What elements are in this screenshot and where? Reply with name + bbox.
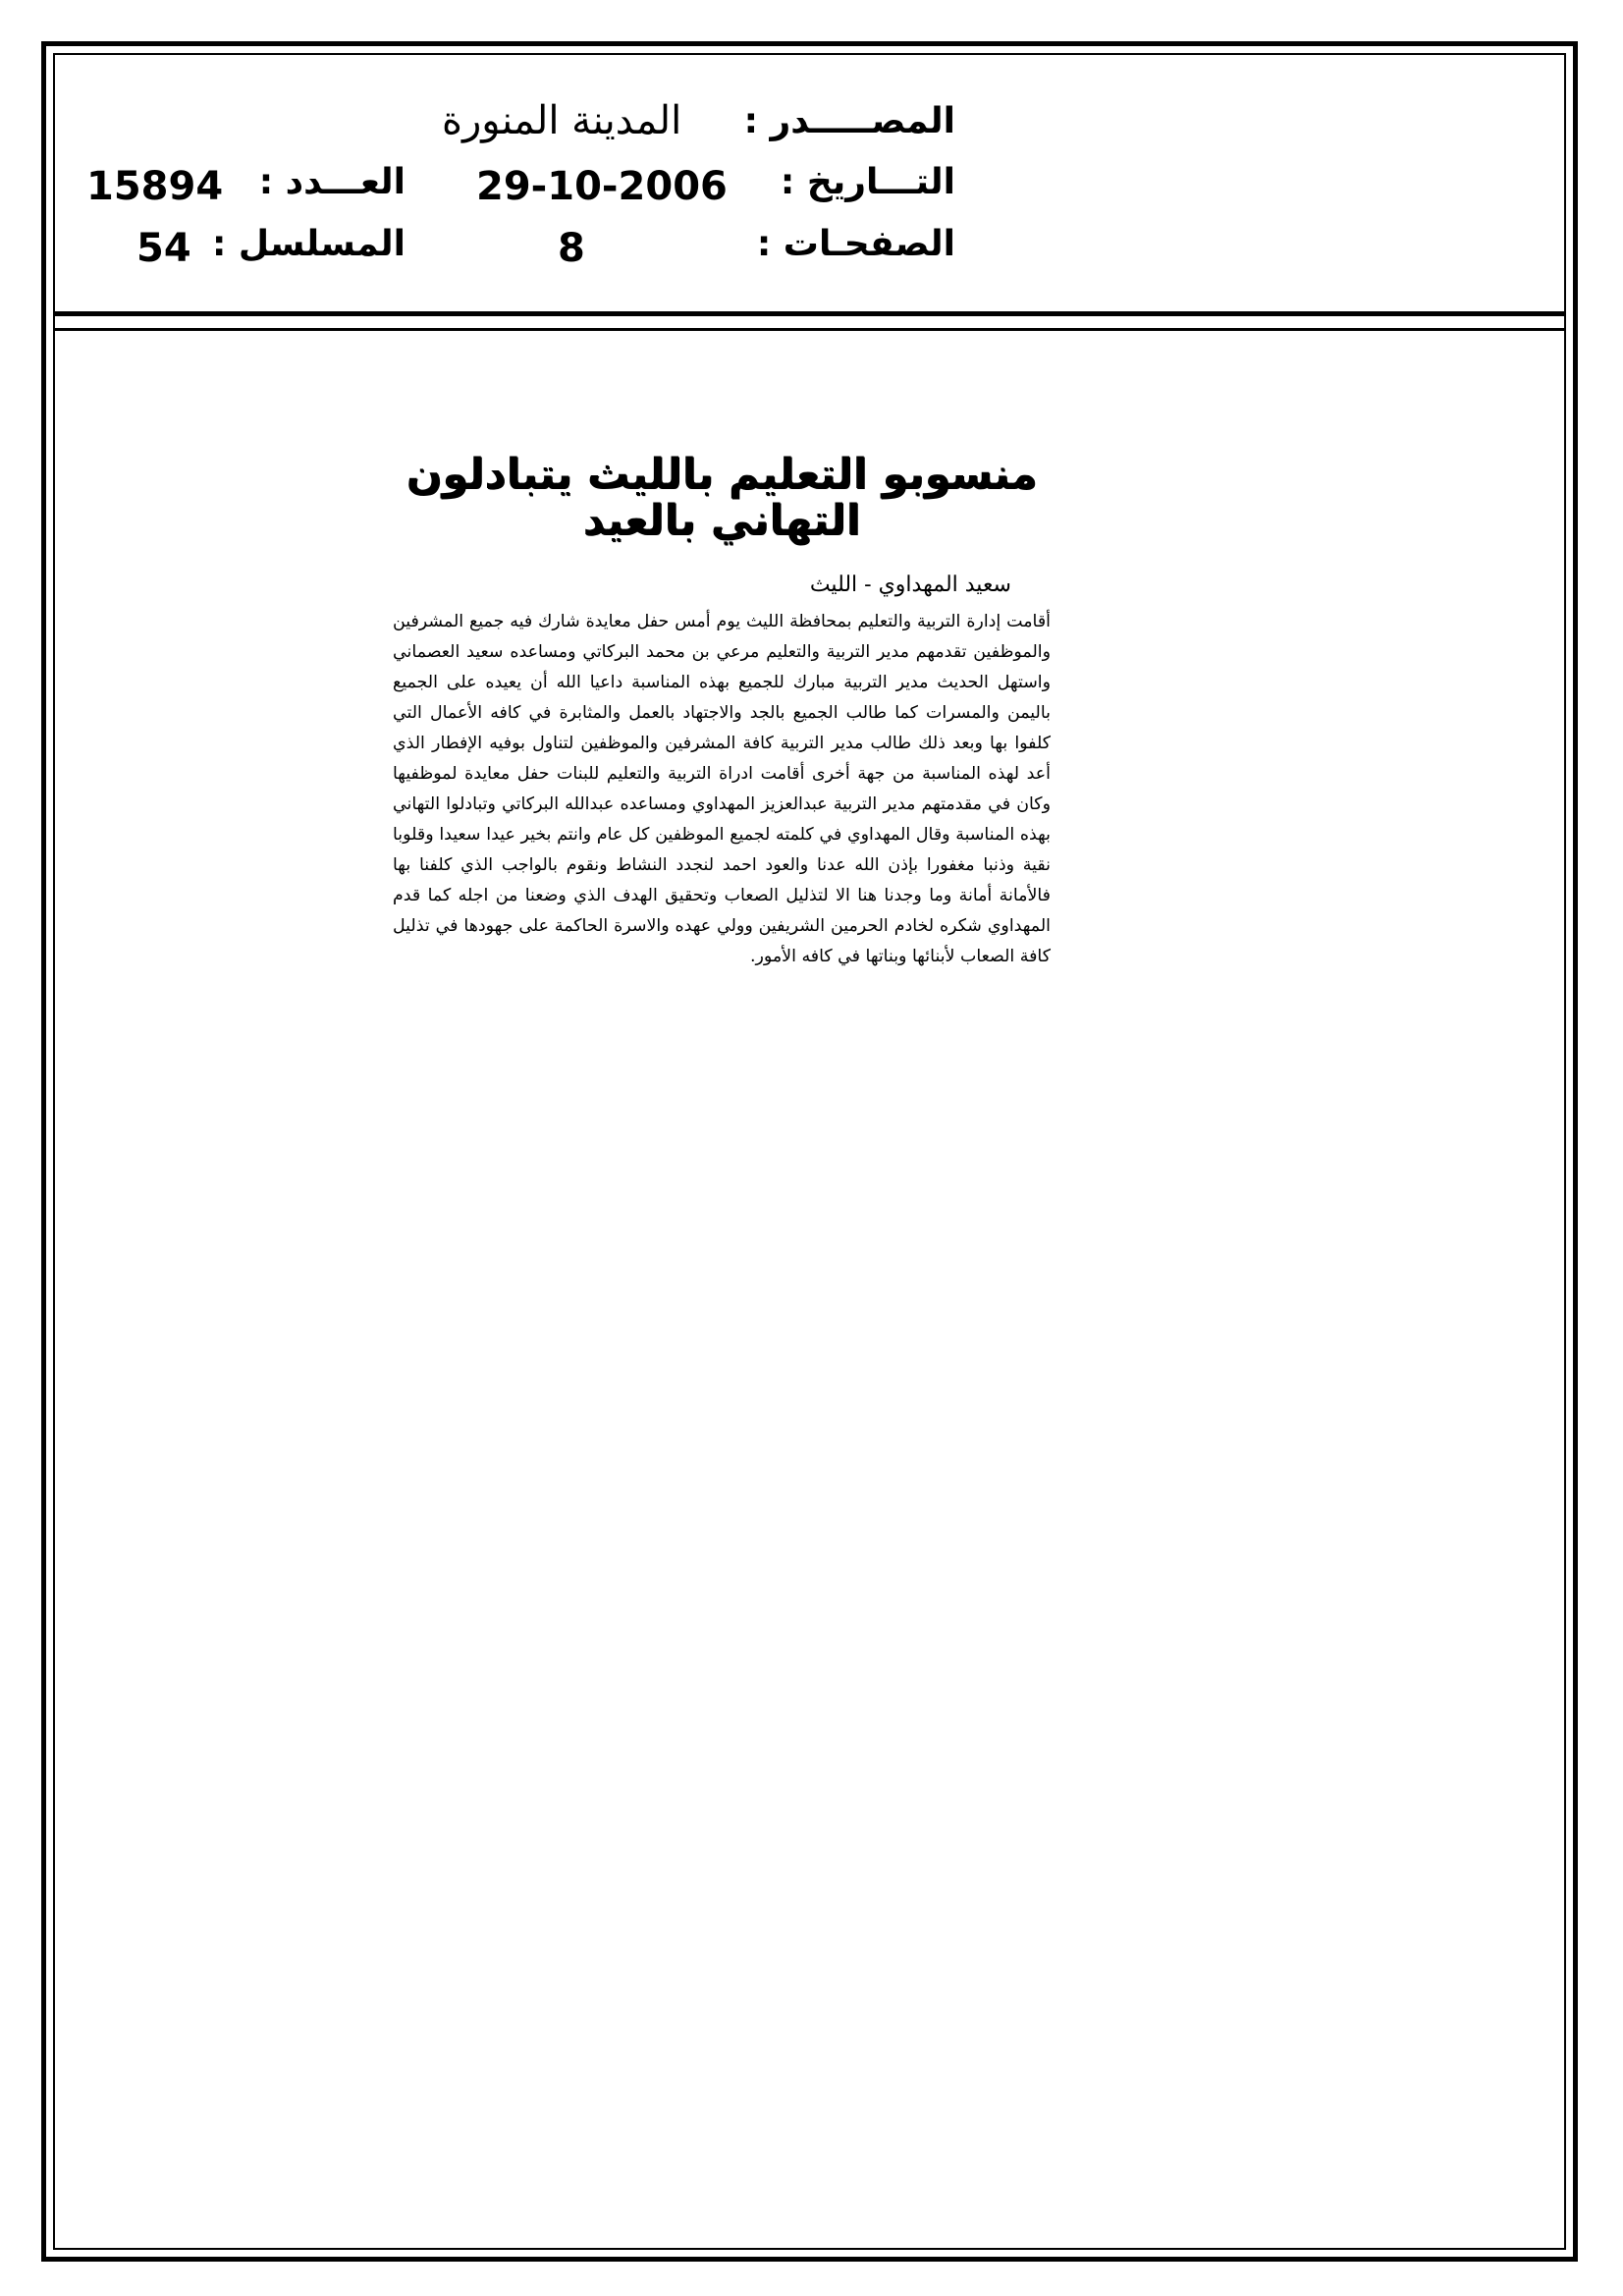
article-byline: سعيد المهداوي - الليث xyxy=(809,572,1011,597)
serial-value: 54 xyxy=(136,226,191,271)
pages-label: الصفحـات : xyxy=(756,224,955,264)
date-value: 29-10-2006 xyxy=(476,164,728,209)
inner-border xyxy=(53,53,1566,2250)
issue-label: العـــدد : xyxy=(258,162,406,202)
pages-value: 8 xyxy=(558,226,585,271)
article-headline: منسوبو التعليم بالليث يتبادلون التهاني بالعيد xyxy=(406,450,1038,546)
article-clipping xyxy=(393,432,1051,972)
issue-value: 15894 xyxy=(86,164,224,209)
source-label: المصـــــدر : xyxy=(743,101,955,141)
header-divider-thick xyxy=(53,311,1566,316)
article-body: أقامت إدارة التربية والتعليم بمحافظة الليث يوم أمس حفل معايدة شارك فيه جميع المشرفين والموظفين تقدمهم مدير التربية والتعليم مرعي بن محمد البركاتي ومساعده سعيد العصماني واستهل الحديث مدير التربية مبارك للجميع بهذه المناسبة داعيا الله أن يعيده على الجميع باليمن والمسرات كما طالب الجميع بالجد والاجتهاد بالعمل والمثابرة في كافه الأعمال التي كلفوا بها وبعد ذلك طالب مدير التربية كافة المشرفين والموظفين لتناول بوفيه الإفطار الذي أعد لهذه المناسبة من جهة أخرى أقامت ادراة التربية والتعليم للبنات حفل معايدة لموظفيها وكان في مقدمتهم مدير التربية عبدالعزيز المهداوي ومساعده عبدالله البركاتي وتبادلوا التهاني بهذه المناسبة وقال المهداوي في كلمته لجميع الموظفين كل عام وانتم بخير عيدا سعيدا وقلوبا نقية وذنبا مغفورا بإذن الله عدنا والعود احمد لنجدد النشاط ونقوم بالواجب الذي كلفنا بها فالأمانة أمانة وما وجدنا هنا الا لتذليل الصعاب وتحقيق الهدف الذي وضعنا من اجله كما قدم المهداوي شكره لخادم الحرمين الشريفين وولي عهده والاسرة الحاكمة على جهودها في تذليل كافة الصعاب لأبنائها وبناتها في كافه الأمور. xyxy=(393,611,1051,966)
header-divider-thin xyxy=(53,328,1566,331)
serial-label: المسلسل : xyxy=(211,224,406,264)
source-value: المدينة المنورة xyxy=(442,98,682,143)
date-label: التـــاريخ : xyxy=(780,162,955,202)
